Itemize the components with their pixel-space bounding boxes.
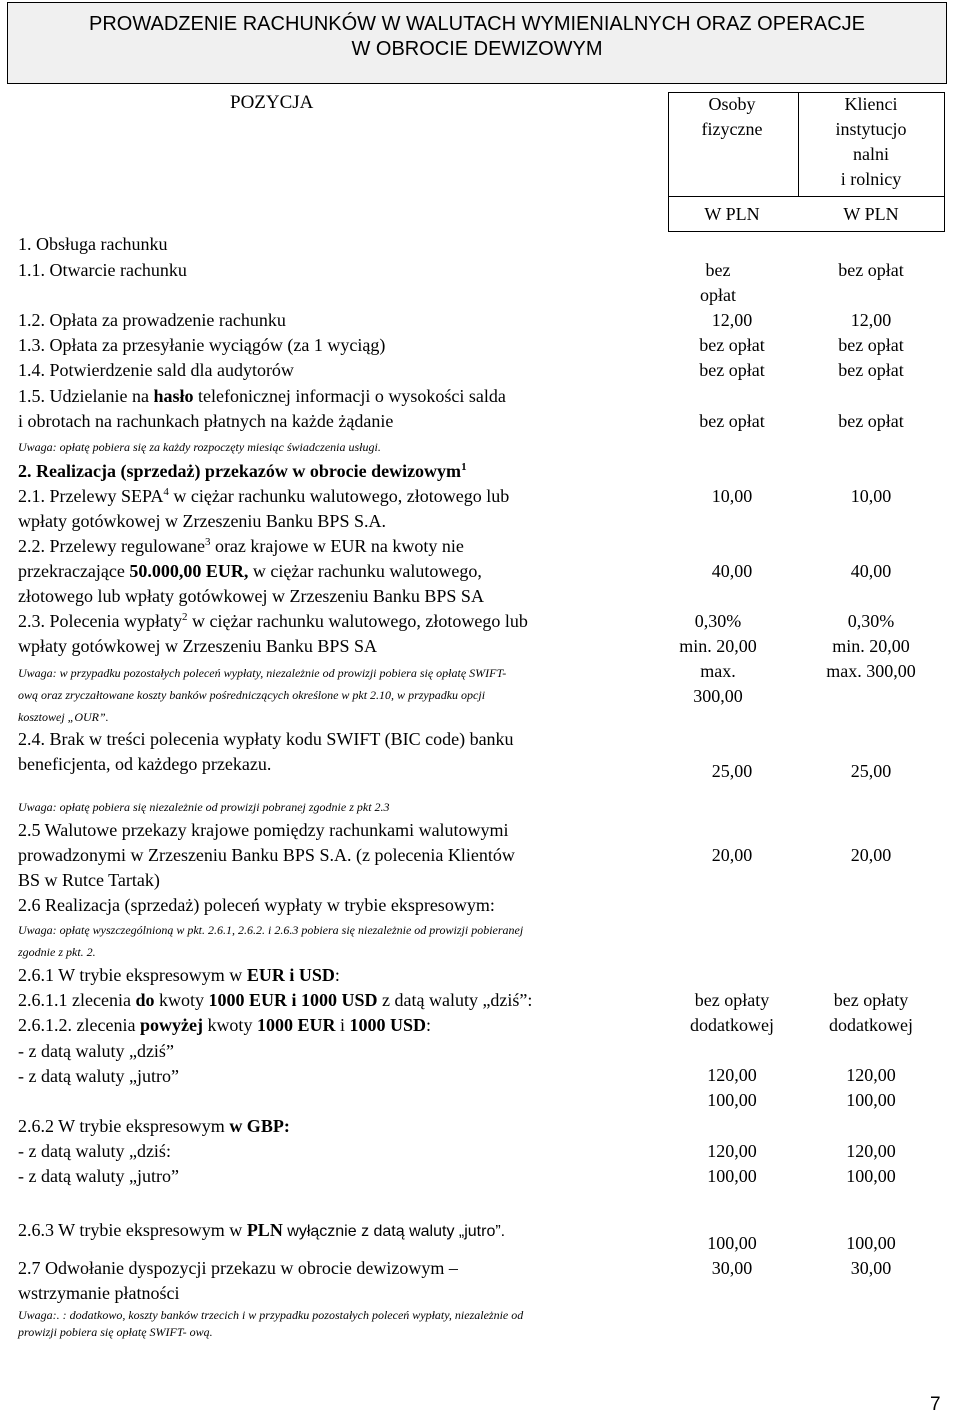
row-2-7-value1: 30,00 [711,1258,753,1278]
row-2-4-value2: 25,00 [850,761,892,781]
row-2-6-note1: Uwaga: opłatę wyszczególnioną w pkt. 2.6.1, 2.6.2. i 2.6.3 pobiera się niezależnie od prowizji pobieranej [18,923,524,937]
row-2-6-2-value2-line2: 100,00 [846,1166,896,1186]
row-2-1-sup: 4 [163,486,169,498]
header-col2-line3: nalni [853,144,889,164]
row-2-3-value1 [668,609,768,709]
row-1-1-label: 1.1. Otwarcie rachunku [18,260,187,280]
header-col-divider [798,92,799,196]
row-2-2-l2-bold: 50.000,00 EUR, [129,561,249,581]
header-col2-right-border [944,92,945,196]
row-2-2-label-line2 [18,559,482,584]
row-2-2-label-line1 [18,534,464,559]
row-2-6-1-1-bold2: 1000 EUR i 1000 USD [208,990,378,1010]
header-klienci [800,92,942,192]
row-2-6-2-jutro: - z datą waluty „jutro” [18,1166,179,1186]
document-title-line1: PROWADZENIE RACHUNKÓW W WALUTACH WYMIENIALNYCH ORAZ OPERACJE [89,13,865,35]
header-col2-line2: instytucjo [835,119,907,139]
row-2-2-value1: 40,00 [711,561,753,581]
header-col2-line4: i rolnicy [840,169,902,189]
row-1-1-value1 [668,258,768,308]
row-2-6-1-value2-line2: dodatkowej [829,1015,913,1035]
row-2-6-1-2-mid2: i [335,1015,350,1035]
row-1-5-label-line2: i obrotach na rachunkach płatnych na każde żądanie [18,411,394,431]
row-2-6-1-1-pre: 2.6.1.1 zlecenia [18,990,136,1010]
row-2-6-1-post: : [334,965,340,985]
row-1-2-value1: 12,00 [711,310,753,330]
row-2-6-1-value1-line3: 120,00 [707,1065,757,1085]
row-2-1-value2: 10,00 [850,486,892,506]
row-1-5-label-line1 [18,384,506,409]
row-2-7-note2: prowizji pobiera się opłatę SWIFT- ową. [18,1325,213,1339]
row-1-3-value1: bez opłat [699,335,765,355]
row-2-2-l2-pre: przekraczające [18,561,130,581]
row-1-2-value2: 12,00 [850,310,892,330]
row-2-6-2-label [18,1114,290,1139]
row-2-6-1-value1-top [668,988,796,1038]
row-2-6-3-value2: 100,00 [846,1233,896,1253]
row-2-3-value2-line2: min. 20,00 [832,636,910,656]
row-2-6-1-2-pre: 2.6.1.2. zlecenia [18,1015,140,1035]
row-2-3-value2 [800,609,942,684]
document-title-line2: W OBROCIE DEWIZOWYM [351,38,603,60]
header-bottom-border [668,196,945,197]
row-1-1-value2: bez opłat [838,260,904,280]
row-1-4-label: 1.4. Potwierdzenie sald dla audytorów [18,360,294,380]
row-2-6-1-value2-line3: 120,00 [846,1065,896,1085]
row-2-2-value2: 40,00 [850,561,892,581]
row-2-6-3-bold: PLN [246,1220,283,1240]
section2-title-text: 2. Realizacja (sprzedaż) przekazów w obrocie dewizowym [18,461,462,481]
row-2-3-value1-line3: max. [700,661,736,681]
row-2-4-value1: 25,00 [711,761,753,781]
row-2-5-label-line3: BS w Rutce Tartak) [18,870,160,890]
row-2-3-note1: Uwaga: w przypadku pozostałych poleceń wypłaty, niezależnie od prowizji pobiera się opłatę SWIFT- [18,666,507,680]
row-2-5-label-line1: 2.5 Walutowe przekazy krajowe pomiędzy rachunkami walutowymi [18,820,509,840]
row-2-6-2-pre: 2.6.2 W trybie ekspresowym [18,1116,230,1136]
row-2-2-pre: 2.2. Przelewy regulowane [18,536,205,556]
row-2-3-label-line2: wpłaty gotówkowej w Zrzeszeniu Banku BPS SA [18,636,377,656]
row-1-2-label: 1.2. Opłata za prowadzenie rachunku [18,310,286,330]
row-2-6-2-value1-line2: 100,00 [707,1166,757,1186]
row-2-6-2-dzis: - z datą waluty „dziś: [18,1141,171,1161]
row-2-3-pre: 2.3. Polecenia wypłaty [18,611,182,631]
row-1-3-label: 1.3. Opłata za przesyłanie wyciągów (za 1 wyciąg) [18,335,386,355]
row-2-6-1-value1-line4: 100,00 [707,1090,757,1110]
row-2-7-value2: 30,00 [850,1258,892,1278]
row-2-1-post: w ciężar rachunku walutowego, złotowego lub [168,486,510,506]
row-2-4-label-line2: beneficjenta, od każdego przekazu. [18,754,272,774]
row-2-3-note3: kosztowej „OUR”. [18,710,109,724]
row-1-4-value2: bez opłat [838,360,904,380]
header-col1-line2: fizyczne [701,119,763,139]
row-2-6-1-2-bold3: 1000 USD [349,1015,426,1035]
row-2-2-label-line3: złotowego lub wpłaty gotówkowej w Zrzeszeniu Banku BPS SA [18,586,484,606]
row-2-3-value1-line1: 0,30% [694,611,742,631]
section2-title-sup: 1 [461,461,467,473]
header-col2-line1: Klienci [844,94,898,114]
row-2-6-1-value1-line2: dodatkowej [690,1015,774,1035]
row-2-6-1-value2-line1: bez opłaty [833,990,909,1010]
row-2-6-1-label-line1 [18,963,340,988]
row-2-6-2-value2-line1: 120,00 [846,1141,896,1161]
row-2-7-label-line2: wstrzymanie płatności [18,1283,180,1303]
row-2-1-label-line1 [18,484,509,509]
row-1-1-value1-line2: opłat [700,285,736,305]
currency-bottom-border [668,231,945,232]
row-2-5-label-line2: prowadzonymi w Zrzeszeniu Banku BPS S.A. (z polecenia Klientów [18,845,515,865]
row-2-4-label-line1: 2.4. Brak w treści polecenia wypłaty kodu SWIFT (BIC code) banku [18,729,514,749]
row-2-6-3-pre: 2.6.3 W trybie ekspresowym w [18,1220,247,1240]
row-2-3-value2-line3: max. 300,00 [826,661,916,681]
row-2-6-1-bold: EUR i USD [246,965,335,985]
row-2-6-1-1-post: z datą waluty „dziś”: [377,990,533,1010]
section1-title: 1. Obsługa rachunku [18,234,168,254]
row-2-4-note: Uwaga: opłatę pobiera się niezależnie od prowizji pobranej zgodnie z pkt 2.3 [18,800,390,814]
row-2-6-3-label [18,1218,505,1244]
row-2-3-value2-line1: 0,30% [847,611,895,631]
row-2-7-note1: Uwaga:. : dodatkowo, koszty banków trzecich i w przypadku pozostałych poleceń wypłaty, niezależnie od [18,1308,524,1322]
row-2-6-2-value2 [800,1139,942,1189]
row-2-6-1-1-bold1: do [135,990,155,1010]
row-1-5-note: Uwaga: opłatę pobiera się za każdy rozpoczęty miesiąc świadczenia usługi. [18,440,381,454]
row-2-3-sup: 2 [181,611,188,623]
row-1-5-bold: hasło [153,386,194,406]
row-2-6-1-1-label [18,988,532,1013]
row-1-5-value1: bez opłat [699,411,765,431]
header-currency1: W PLN [704,204,760,224]
row-2-3-value1-line4: 300,00 [693,686,743,706]
row-1-5-value2: bez opłat [838,411,904,431]
row-1-3-value2: bez opłat [838,335,904,355]
header-pozycja: POZYCJA [230,92,314,113]
row-2-5-value1: 20,00 [711,845,753,865]
section2-title [18,459,467,484]
row-2-6-2-bold: w GBP: [229,1116,290,1136]
row-2-6-1-value2-top [800,988,942,1038]
row-2-5-value2: 20,00 [850,845,892,865]
row-1-4-value1: bez opłat [699,360,765,380]
row-2-6-1-2-bold1: powyżej [139,1015,203,1035]
row-2-6-1-value1-line1: bez opłaty [694,990,770,1010]
row-2-3-label-line1 [18,609,528,634]
row-1-1-value1-line1: bez [705,260,731,280]
row-2-6-2-value1 [668,1139,796,1189]
row-2-3-value1-line2: min. 20,00 [679,636,757,656]
row-1-5-post: telefonicznej informacji o wysokości salda [193,386,506,406]
header-osoby-fizyczne [668,92,796,142]
header-spacer [18,92,668,93]
row-2-6-3-post: wyłącznie z datą waluty „jutro”. [282,1223,506,1240]
row-2-6-label: 2.6 Realizacja (sprzedaż) poleceń wypłaty w trybie ekspresowym: [18,895,495,915]
row-2-6-1-2-label [18,1013,431,1038]
row-2-6-1-jutro: - z datą waluty „jutro” [18,1066,179,1086]
row-2-6-3-value1: 100,00 [707,1233,757,1253]
row-2-3-note2: ową oraz zryczałtowane koszty banków pośredniczących określone w pkt 2.10, w przypadku opcji [18,688,486,702]
row-2-6-1-dzis: - z datą waluty „dziś” [18,1041,174,1061]
row-2-2-l2-post: w ciężar rachunku walutowego, [248,561,482,581]
document-title-box [7,2,947,84]
row-2-6-1-1-mid: kwoty [154,990,209,1010]
row-2-6-1-value1-bottom [668,1063,796,1113]
currency-right-border [944,196,945,232]
row-2-6-note2: zgodnie z pkt. 2. [18,945,96,959]
page-number: 7 [930,1394,941,1415]
row-2-7-label-line1: 2.7 Odwołanie dyspozycji przekazu w obrocie dewizowym – [18,1258,458,1278]
row-2-2-post: oraz krajowe w EUR na kwoty nie [210,536,464,556]
row-1-5-pre: 1.5. Udzielanie na [18,386,154,406]
row-2-1-pre: 2.1. Przelewy SEPA [18,486,164,506]
row-2-6-1-2-mid: kwoty [202,1015,257,1035]
header-currency2: W PLN [843,204,899,224]
row-2-2-sup: 3 [204,536,211,548]
row-2-6-1-value2-line4: 100,00 [846,1090,896,1110]
row-2-6-1-2-bold2: 1000 EUR [256,1015,336,1035]
row-2-6-1-pre: 2.6.1 W trybie ekspresowym w [18,965,247,985]
row-2-1-value1: 10,00 [711,486,753,506]
row-2-6-1-value2-bottom [800,1063,942,1113]
row-2-1-label-line2: wpłaty gotówkowej w Zrzeszeniu Banku BPS S.A. [18,511,386,531]
header-col1-line1: Osoby [708,94,756,114]
row-2-6-1-2-post: : [425,1015,431,1035]
row-2-3-post: w ciężar rachunku walutowego, złotowego lub [187,611,528,631]
row-2-6-2-value1-line1: 120,00 [707,1141,757,1161]
